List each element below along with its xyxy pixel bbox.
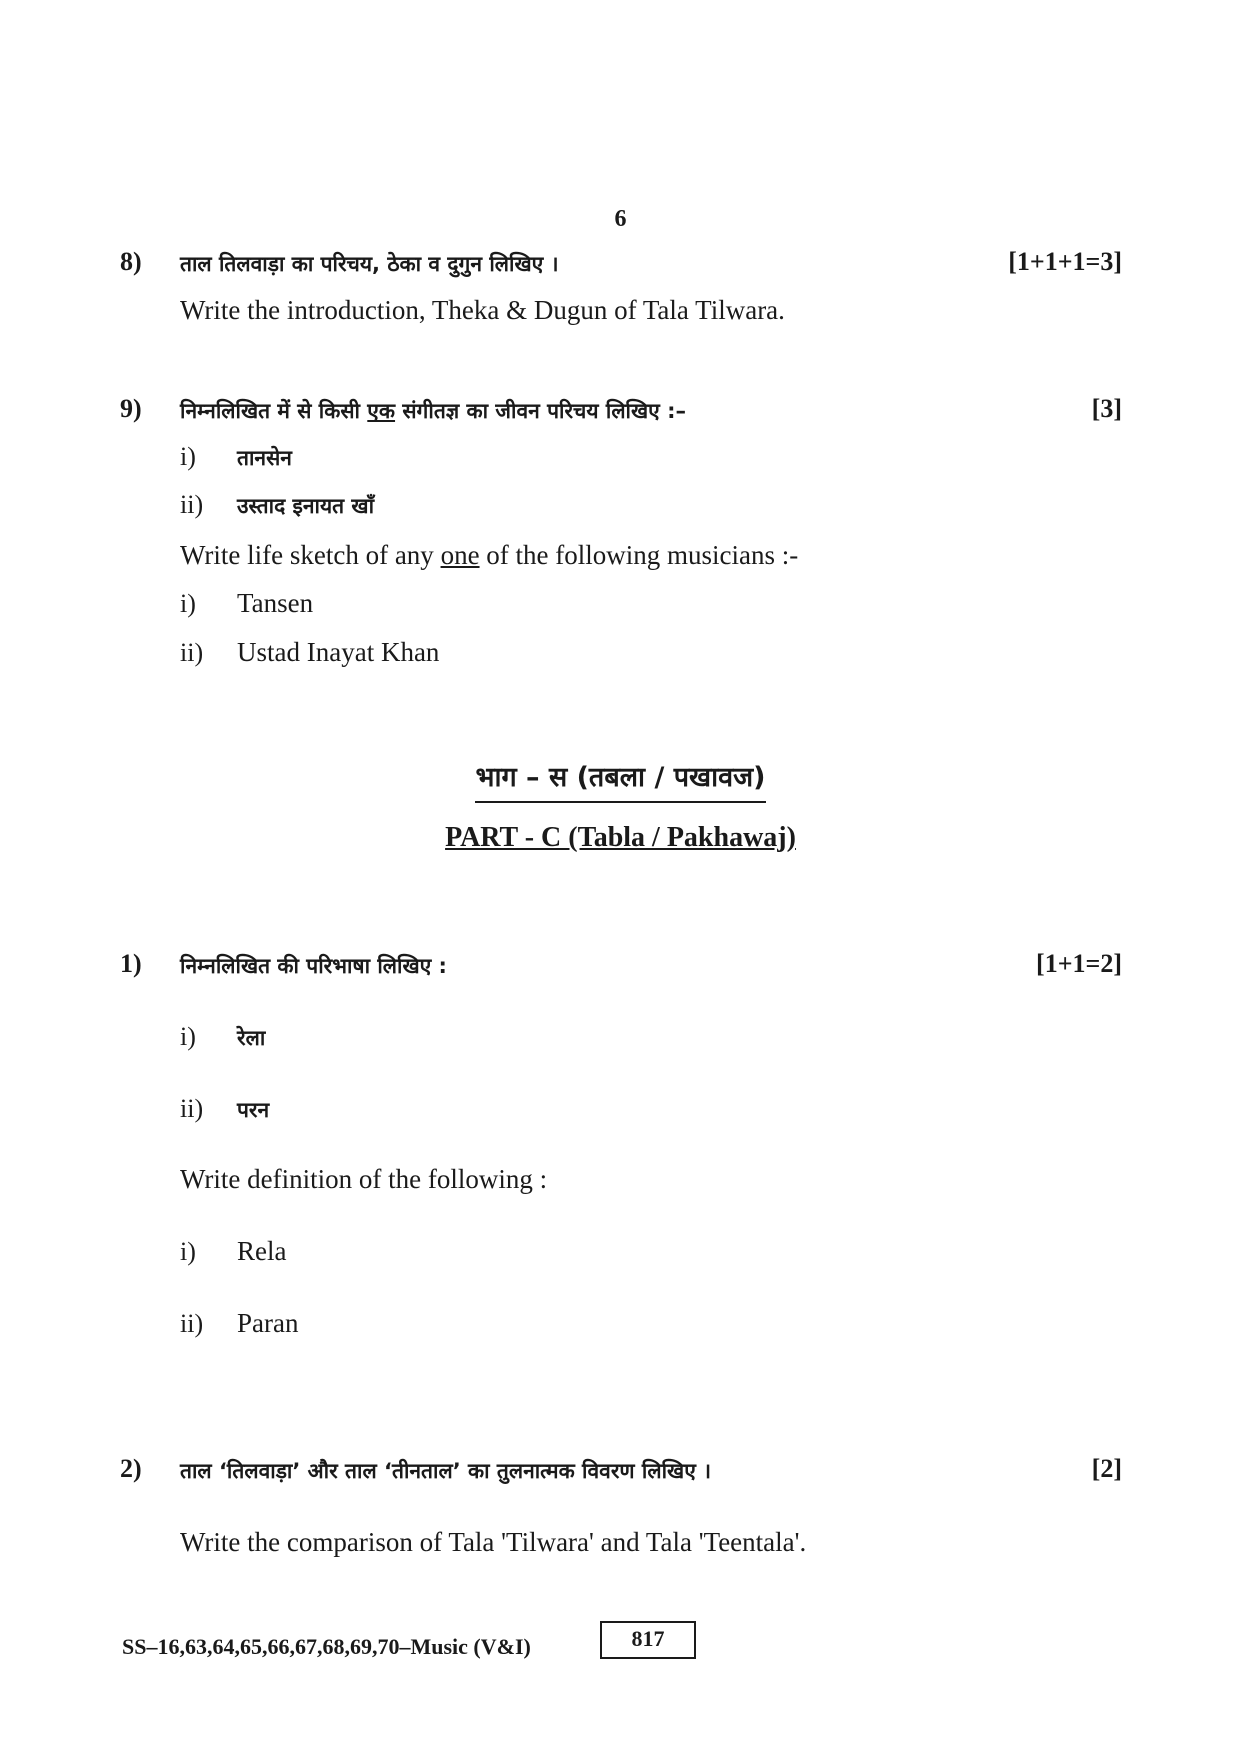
page-code-box: 817 [600, 1621, 696, 1659]
question-text-hindi: ताल तिलवाड़ा का परिचय, ठेका व दुगुन लिखिए । [180, 252, 559, 276]
question-text-english: Write the comparison of Tala 'Tilwara' and Tala 'Teentala'. [180, 1527, 807, 1557]
option-label: ii) [180, 490, 204, 519]
paper-code: SS–16,63,64,65,66,67,68,69,70–Music (V&I) [122, 1634, 531, 1659]
question-number: 9) [120, 394, 142, 423]
question-marks: [3] [1091, 394, 1122, 423]
option-text-english: Ustad Inayat Khan [237, 637, 440, 667]
option-text-hindi: परन [237, 1098, 270, 1122]
option-label: ii) [180, 1309, 204, 1338]
question-text-hindi: ताल ‘तिलवाड़ा’ और ताल ‘तीनताल’ का तुलनात्मक विवरण लिखिए । [180, 1459, 712, 1483]
part-heading-hindi: भाग – स (तबला / पखावज) [0, 757, 1241, 794]
option-text-english: Tansen [237, 588, 314, 618]
question-marks: [1+1+1=3] [1008, 247, 1122, 276]
option-text-hindi: तानसेन [237, 446, 292, 470]
option-text-hindi: रेला [237, 1026, 266, 1050]
option-label: i) [180, 1022, 196, 1051]
option-text-hindi: उस्ताद इनायत खाँ [237, 494, 375, 518]
option-label: ii) [180, 1094, 204, 1123]
question-number: 8) [120, 247, 142, 276]
question-marks: [2] [1091, 1454, 1122, 1483]
question-text-hindi: निम्नलिखित में से किसी एक संगीतज्ञ का जीवन परिचय लिखिए :– [180, 399, 686, 423]
question-marks: [1+1=2] [1036, 949, 1122, 978]
option-text-english: Rela [237, 1236, 287, 1266]
page-number: 6 [614, 206, 627, 232]
question-text-english: Write life sketch of any one of the following musicians :- [180, 540, 799, 570]
option-label: i) [180, 589, 196, 618]
question-number: 1) [120, 949, 142, 978]
option-label: i) [180, 442, 196, 471]
emphasis-underline: एक [367, 399, 396, 423]
question-text-english: Write the introduction, Theka & Dugun of Tala Tilwara. [180, 295, 785, 325]
question-text-hindi: निम्नलिखित की परिभाषा लिखिए : [180, 954, 447, 978]
option-label: i) [180, 1237, 196, 1266]
part-heading-english: PART - C (Tabla / Pakhawaj) [445, 822, 796, 853]
question-number: 2) [120, 1454, 142, 1483]
emphasis-underline: one [440, 540, 480, 570]
question-text-english: Write definition of the following : [180, 1164, 548, 1194]
option-text-english: Paran [237, 1308, 299, 1338]
option-label: ii) [180, 638, 204, 667]
